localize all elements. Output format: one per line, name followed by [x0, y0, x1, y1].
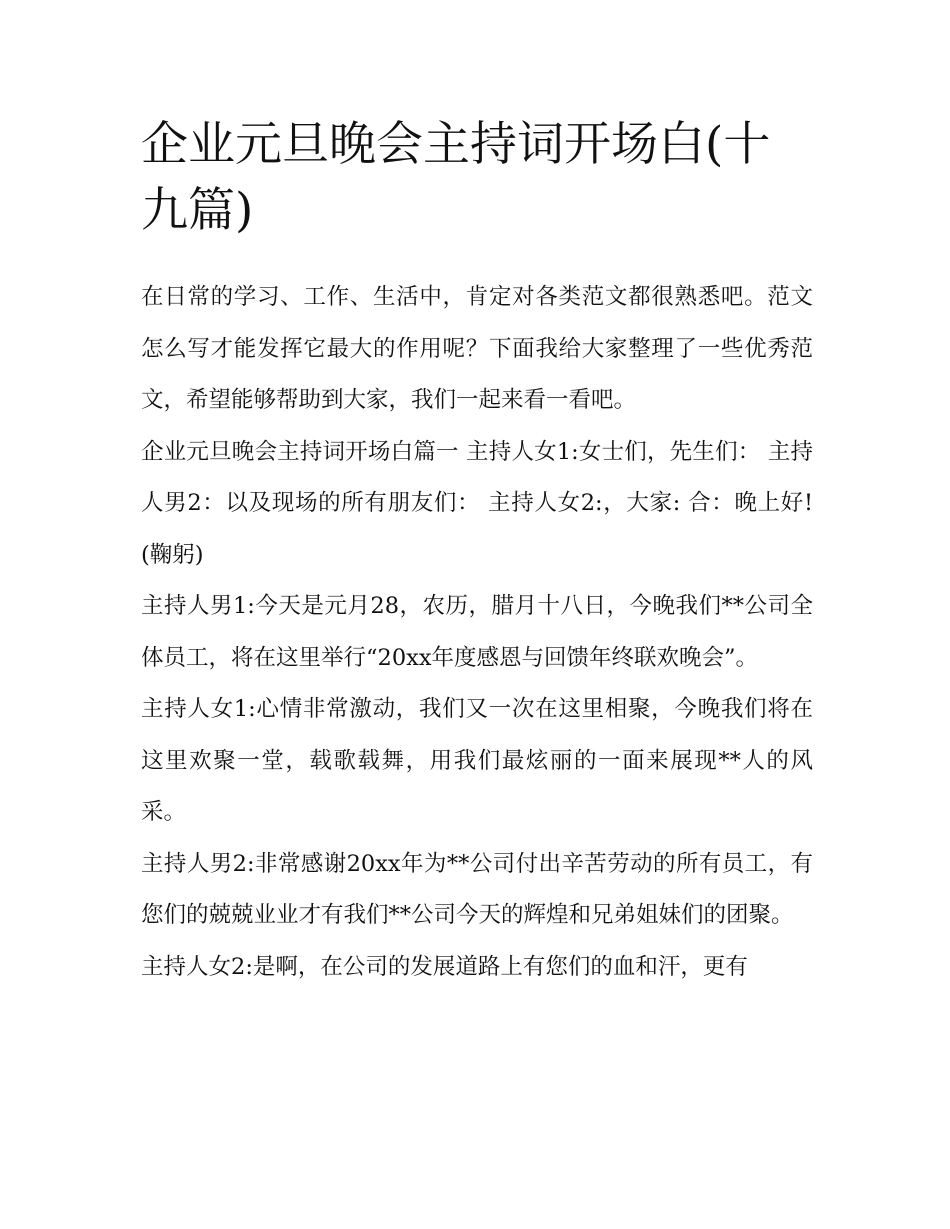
document-title: 企业元旦晚会主持词开场白(十九篇)	[141, 117, 771, 238]
intro-paragraph: 在日常的学习、工作、生活中，肯定对各类范文都很熟悉吧。范文怎么写才能发挥它最大的作用呢？下面我给大家整理了一些优秀范文，希望能够帮助到大家，我们一起来看一看吧。	[141, 284, 813, 413]
host-male-2-paragraph: 主持人男2:非常感谢20xx年为**公司付出辛苦劳动的所有员工，有您们的兢兢业业才有我们**公司今天的辉煌和兄弟姐妹们的团聚。	[141, 850, 813, 928]
document-page	[141, 112, 813, 993]
document-body	[141, 272, 813, 993]
opening-dialogue-paragraph: 企业元旦晚会主持词开场白篇一 主持人女1:女士们，先生们： 主持人男2：以及现场的所有朋友们： 主持人女2:，大家: 合：晚上好!(鞠躬)	[141, 438, 813, 568]
host-female-2-paragraph: 主持人女2:是啊，在公司的发展道路上有您们的血和汗，更有	[141, 953, 748, 980]
host-female-1-paragraph: 主持人女1:心情非常激动，我们又一次在这里相聚，今晚我们将在这里欢聚一堂，载歌载舞，用我们最炫丽的一面来展现**人的风采。	[141, 696, 813, 825]
host-male-1-paragraph: 主持人男1:今天是元月28，农历，腊月十八日，今晚我们**公司全体员工，将在这里举行“20xx年度感恩与回馈年终联欢晚会”。	[141, 593, 813, 671]
